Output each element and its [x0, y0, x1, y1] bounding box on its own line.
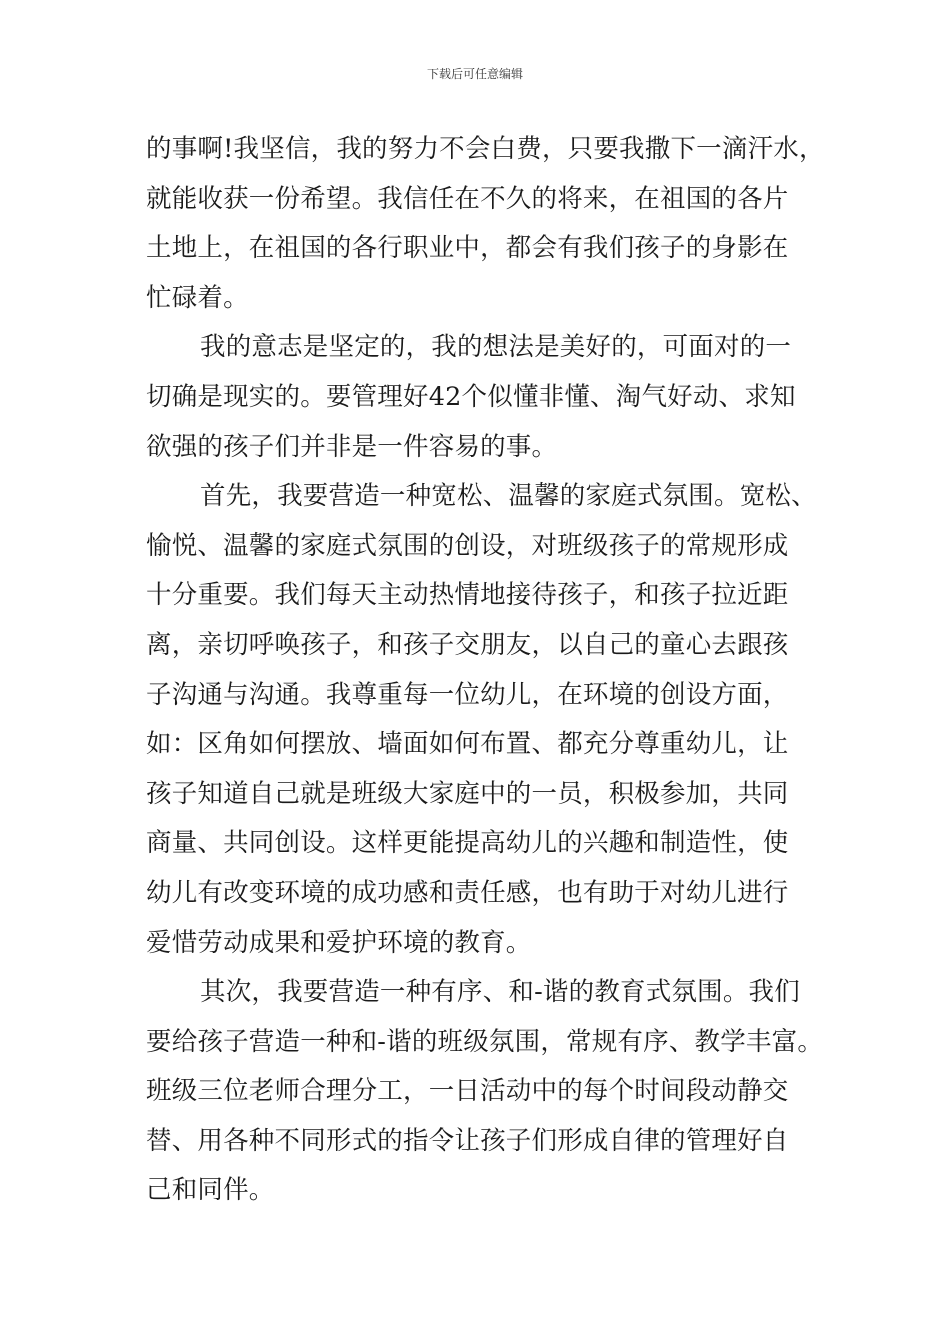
- text-line: 离，亲切呼唤孩子，和孩子交朋友，以自己的童心去跟孩: [146, 629, 789, 660]
- text-line: 替、用各种不同形式的指令让孩子们形成自律的管理好自: [146, 1125, 789, 1156]
- text-line: 忙碌着。: [146, 282, 249, 313]
- text-line: 幼儿有改变环境的成功感和责任感，也有助于对幼儿进行: [146, 877, 789, 908]
- text-line: 切确是现实的。要管理好42个似懂非懂、淘气好动、求知: [146, 381, 796, 412]
- text-line: 班级三位老师合理分工，一日活动中的每个时间段动静交: [146, 1076, 789, 1107]
- text-line: 子沟通与沟通。我尊重每一位幼儿，在环境的创设方面，: [146, 679, 789, 710]
- text-line: 己和同伴。: [146, 1175, 275, 1206]
- page-header: 下载后可任意编辑: [426, 67, 523, 81]
- text-line: 的事啊!我坚信，我的努力不会白费，只要我撒下一滴汗水，: [146, 134, 825, 164]
- paragraph: [146, 125, 826, 323]
- text-line: 首先，我要营造一种宽松、温馨的家庭式氛围。宽松、: [200, 481, 817, 512]
- text-line: 土地上，在祖国的各行职业中，都会有我们孩子的身影在: [146, 233, 789, 264]
- text-line: 我的意志是坚定的，我的想法是美好的，可面对的一: [200, 332, 792, 363]
- text-line: 商量、共同创设。这样更能提高幼儿的兴趣和制造性，使: [146, 828, 789, 859]
- text-line: 其次，我要营造一种有序、和-谐的教育式氛围。我们: [200, 977, 800, 1008]
- text-line: 孩子知道自己就是班级大家庭中的一员，积极参加，共同: [146, 778, 789, 809]
- paragraph: [146, 968, 826, 1216]
- text-line: 愉悦、温馨的家庭式氛围的创设，对班级孩子的常规形成: [146, 530, 789, 561]
- text-line: 欲强的孩子们并非是一件容易的事。: [146, 431, 558, 462]
- text-line: 爱惜劳动成果和爱护环境的教育。: [146, 927, 532, 958]
- text-line: 十分重要。我们每天主动热情地接待孩子，和孩子拉近距: [146, 580, 789, 611]
- text-line: 就能收获一份希望。我信任在不久的将来，在祖国的各片: [146, 183, 789, 214]
- text-line: 要给孩子营造一种和-谐的班级氛围，常规有序、教学丰富。: [146, 1026, 824, 1057]
- paragraph: [146, 472, 826, 968]
- paragraph: [146, 323, 826, 472]
- document-body: [146, 125, 826, 1216]
- text-line: 如：区角如何摆放、墙面如何布置、都充分尊重幼儿，让: [146, 729, 789, 760]
